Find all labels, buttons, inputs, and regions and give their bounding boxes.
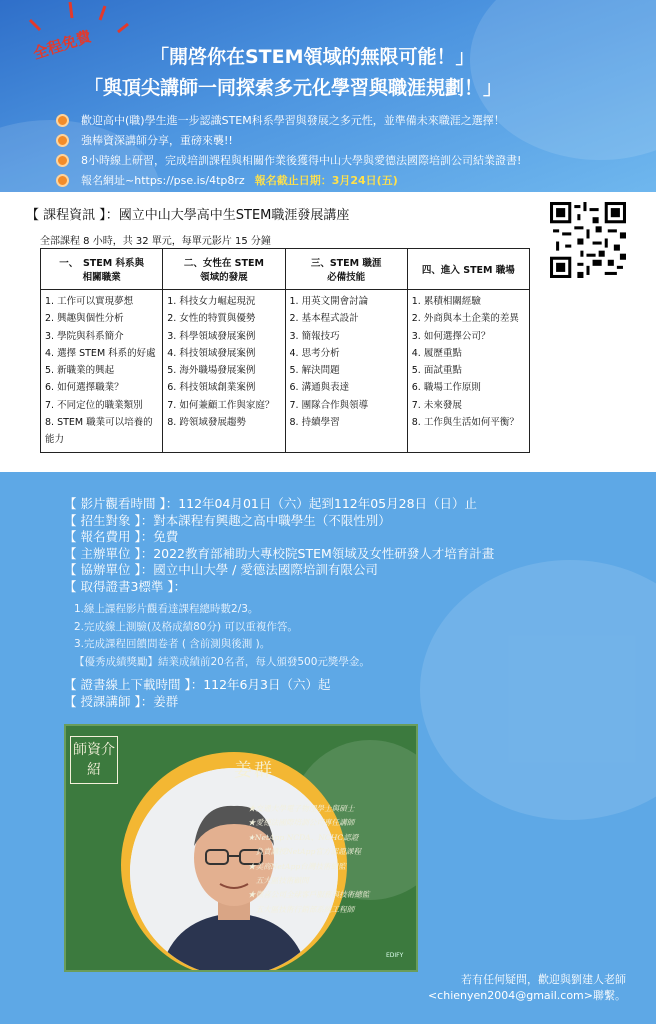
table-header-cell: 三、STEM 職涯 必備技能 — [285, 249, 407, 290]
contact-info — [428, 972, 626, 1004]
intro-bullets — [56, 110, 521, 190]
qr-code-icon[interactable] — [550, 202, 626, 278]
edify-logo: EDIFY — [386, 952, 404, 959]
teacher-credentials — [248, 802, 370, 917]
bullet-text: 8小時線上研習，完成培訓課程與相關作業後獲得中山大學與愛德法國際培訓公司結業證書! — [81, 154, 522, 167]
headline-line2: 「與頂尖講師一同探索多元化學習與職涯規劃！」 — [84, 77, 503, 99]
detail-line: 【 協辦單位 】：國立中山大學 / 愛德法國際培訓有限公司 — [64, 562, 378, 577]
table-cell: 1. 科技女力崛起現況 2. 女性的特質與優勢 3. 科學領域發展案例 4. 科技領域發展案例 5. 海外職場發展案例 6. 科技領域創業案例 7. 如何兼顧工作與家庭？ 8. 跨領域發展趨勢 — [163, 290, 285, 453]
table-header-cell: 四、進入 STEM 職場 — [407, 249, 529, 290]
bullet-text: 歡迎高中(職)學生進一步認識STEM科系學習與發展之多元性，並準備未來職涯之選擇！ — [81, 114, 505, 127]
detail-line: 【 主辦單位 】：2022教育部補助大專校院STEM領域及女性研發人才培育計畫 — [64, 545, 495, 561]
bullet-text: 強棒資深講師分享，重磅來襲!! — [81, 134, 233, 147]
credential-line: ★微喜公司全球客戶服務與技術總監 — [248, 890, 370, 900]
credential-line: 負責講授NetApp官方認證課程 — [248, 847, 361, 857]
header-banner — [0, 0, 656, 192]
credential-line: ★美商NetApp台灣技術總監 — [248, 861, 346, 871]
criteria-item: 2.完成線上測驗(及格成績80分) 可以重複作答。 — [74, 620, 298, 633]
bullet-item — [56, 170, 521, 190]
credential-line: 五大區技術顧問 — [248, 876, 309, 886]
table-cell: 1. 工作可以實現夢想 2. 興趣與個性分析 3. 學院與科系簡介 4. 選擇 STEM 科系的好處 5. 新職業的興起 6. 如何選擇職業？ 7. 不同定位的職業類別 8. STEM 職業可以培養的能力 — [41, 290, 163, 453]
contact-line: 若有任何疑問，歡迎與劉建人老師 — [461, 973, 626, 986]
teacher-intro-tag: 師資介紹 — [70, 736, 118, 784]
bullet-icon — [56, 134, 69, 147]
contact-email[interactable]: <chienyen2004@gmail.com>聯繫。 — [427, 989, 626, 1002]
headline-line1: 「開啓你在STEM領域的無限可能！」 — [150, 46, 475, 68]
table-header-row — [41, 249, 530, 290]
bullet-icon — [56, 174, 69, 187]
criteria-item: 1.線上課程影片觀看達課程總時數2/3。 — [74, 603, 259, 615]
credential-line: 五大區技術行銷部系統工程師 — [248, 904, 355, 914]
credential-line: ★交通大學電子物理學士與碩士 — [248, 804, 355, 813]
detail-line: 【 報名費用 】：免費 — [64, 529, 179, 544]
teacher-board — [64, 724, 418, 972]
bullet-item — [56, 150, 521, 170]
teacher-name: 姜群 — [234, 760, 274, 781]
table-row — [41, 290, 530, 453]
bullet-icon — [56, 114, 69, 127]
credential-line: ★NetApp NCDA、NCHC認證 — [248, 832, 359, 842]
free-badge: 全程免費 — [30, 27, 94, 63]
detail-line: 【 授課講師 】：姜群 — [64, 693, 179, 709]
detail-line: 【 招生對象 】：對本課程有興趣之高中職學生（不限性別） — [64, 512, 391, 528]
criteria-item: 3.完成課程回饋問卷者 ( 含前測與後測 )。 — [74, 638, 271, 650]
bullet-item — [56, 130, 521, 150]
curriculum-table — [40, 248, 530, 453]
table-header-cell: 一、 STEM 科系與 相關職業 — [41, 249, 163, 290]
detail-line: 【 證書線上下載時間 】：112年6月3日（六）起 — [64, 677, 331, 692]
detail-line: 【 取得證書3標準 】： — [64, 578, 187, 594]
table-header-cell: 二、女性在 STEM 領域的發展 — [163, 249, 285, 290]
course-info-section — [0, 192, 656, 472]
credential-line: ★愛德法國際培訓公司專任講師 — [248, 818, 355, 828]
registration-link[interactable]: 報名網址~https://pse.is/4tp8rz — [81, 174, 245, 187]
deadline-text: 報名截止日期：3月24日(五) — [254, 174, 398, 187]
table-cell: 1. 累積相關經驗 2. 外商與本土企業的差異 3. 如何選擇公司？ 4. 履歷重點 5. 面試重點 6. 職場工作原則 7. 未來發展 8. 工作與生活如何平衡？ — [407, 290, 529, 453]
bullet-icon — [56, 154, 69, 167]
event-details — [64, 494, 494, 708]
course-summary: 全部課程 8 小時，共 32 單元，每單元影片 15 分鐘 — [40, 236, 271, 247]
detail-line: 【 影片觀看時間 】：112年04月01日（六）起到112年05月28日（日）止 — [64, 496, 478, 511]
course-title: 【 課程資訊 】：國立中山大學高中生STEM職涯發展講座 — [26, 208, 350, 223]
criteria-item: 【優秀成績獎勵】結業成績前20名者，每人頒發500元獎學金。 — [74, 655, 370, 668]
table-cell: 1. 用英文開會討論 2. 基本程式設計 3. 簡報技巧 4. 思考分析 5. 解決問題 6. 溝通與表達 7. 團隊合作與領導 8. 持續學習 — [285, 290, 407, 453]
bullet-item — [56, 110, 521, 130]
